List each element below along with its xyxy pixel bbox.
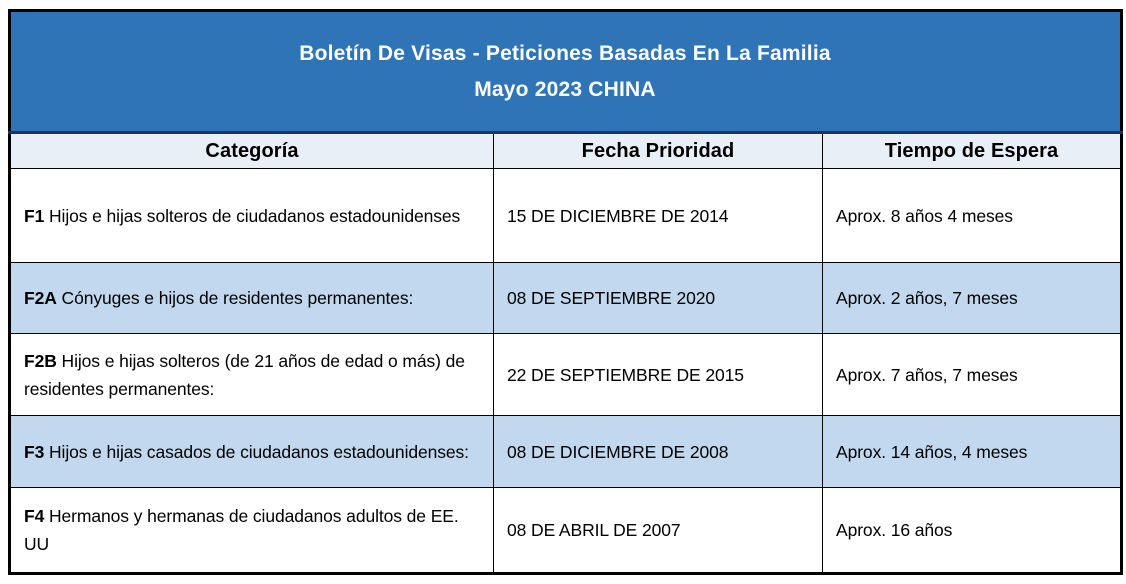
category-code: F1 [24,205,45,226]
wait-time-cell: Aprox. 2 años, 7 meses [823,263,1122,334]
table-row-f2b [10,334,1122,416]
wait-time-cell: Aprox. 14 años, 4 meses [823,416,1122,488]
visa-bulletin-container [8,9,1120,575]
category-cell [10,169,494,263]
column-header-fecha-prioridad: Fecha Prioridad [494,133,823,169]
category-code: F2A [24,288,57,308]
priority-date-cell: 08 DE ABRIL DE 2007 [494,488,823,574]
table-row-f4 [10,488,1122,574]
title-banner-row [10,11,1122,133]
priority-date-cell: 08 DE SEPTIEMBRE 2020 [494,263,823,334]
category-cell [10,416,494,488]
title-banner [10,11,1122,133]
table-row-f3 [10,416,1122,488]
visa-bulletin-table [8,9,1123,575]
priority-date-cell: 08 DE DICIEMBRE DE 2008 [494,416,823,488]
category-text: Hijos e hijas casados de ciudadanos estadounidenses: [49,441,469,462]
category-cell [10,334,494,416]
wait-time-cell: Aprox. 16 años [823,488,1122,574]
column-header-tiempo-de-espera: Tiempo de Espera [823,133,1122,169]
category-text: Cónyuges e hijos de residentes permanentes: [61,288,414,308]
wait-time-cell: Aprox. 8 años 4 meses [823,169,1122,263]
category-code: F3 [24,441,45,462]
wait-time-cell: Aprox. 7 años, 7 meses [823,334,1122,416]
column-header-row [10,133,1122,169]
category-cell [10,263,494,334]
category-code: F2B [24,350,57,371]
page-title-line2: Mayo 2023 CHINA [474,77,656,101]
category-code: F4 [24,506,45,526]
priority-date-cell: 22 DE SEPTIEMBRE DE 2015 [494,334,823,416]
category-cell [10,488,494,574]
column-header-categoria: Categoría [10,133,494,169]
priority-date-cell: 15 DE DICIEMBRE DE 2014 [494,169,823,263]
page-title-line1: Boletín De Visas - Peticiones Basadas En La Familia [299,41,831,65]
category-text: Hijos e hijas solteros de ciudadanos estadounidenses [49,205,461,226]
category-text: Hermanos y hermanas de ciudadanos adultos de EE. UU [24,506,459,554]
category-text: Hijos e hijas solteros (de 21 años de edad o más) de residentes permanentes: [24,350,465,399]
table-row-f2a [10,263,1122,334]
table-row-f1 [10,169,1122,263]
